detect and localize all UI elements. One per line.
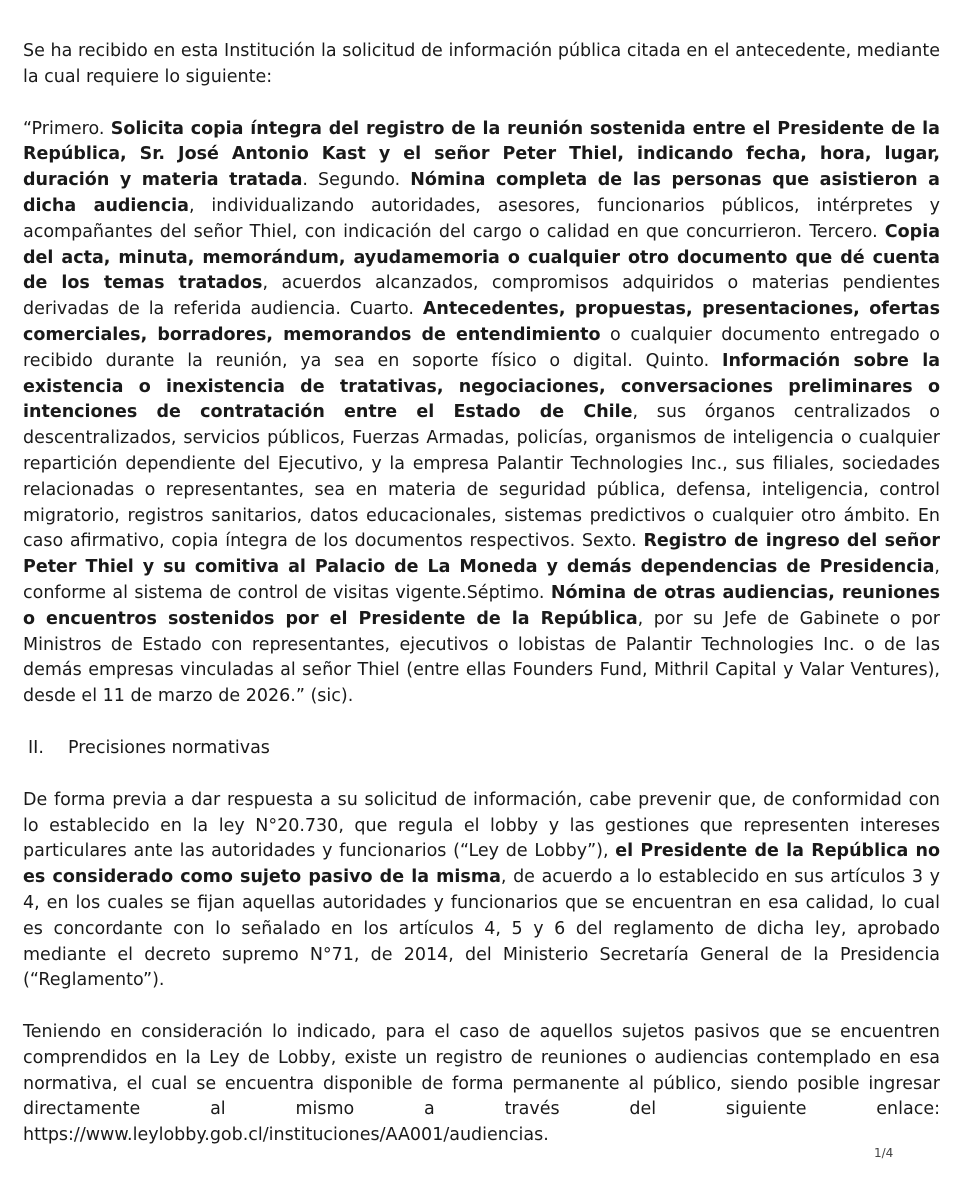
- bold-text-segment: Nómina completa de las personas que asistieron a dicha audiencia: [23, 170, 940, 216]
- section-heading: [23, 736, 940, 762]
- registry-text: Teniendo en consideración lo indicado, para el caso de aquellos sujetos pasivos que se encuentren comprendidos en la Ley de Lobby, existe un registro de reuniones o audiencias contemplado en esa normativa, el cual se encuentra disponible de forma permanente al público, siendo posible ingresar directamente al mismo a través del siguiente enlace:: [23, 1022, 940, 1120]
- bold-text-segment: Antecedentes, propuestas, presentaciones, ofertas comerciales, borradores, memorandos de entendimiento: [23, 299, 940, 345]
- intro-paragraph: Se ha recibido en esta Institución la solicitud de información pública citada en el antecedente, mediante la cual requiere lo siguiente:: [23, 41, 940, 87]
- bold-text-segment: el Presidente de la República no es considerado como sujeto pasivo de la misma: [23, 841, 940, 888]
- text-segment: o cualquier documento entregado o recibido durante la reunión, ya sea en soporte físico o digital. Quinto.: [23, 324, 940, 371]
- text-segment: , acuerdos alcanzados, compromisos adquiridos o materias pendientes derivadas de la referida audiencia. Cuarto.: [23, 273, 940, 320]
- text-segment: , individualizando autoridades, asesores, funcionarios públicos, intérpretes y acompañantes del señor Thiel, con indicación del cargo o calidad en que concurrieron. Tercero.: [23, 195, 940, 242]
- bold-text-segment: Solicita copia íntegra del registro de la reunión sostenida entre el Presidente de la República, Sr. José Antonio Kast y el señor Peter Thiel, indicando fecha, hora, lugar, duración y materia tratada: [23, 118, 940, 191]
- text-segment: De forma previa a dar respuesta a su solicitud de información, cabe prevenir que, de conformidad con lo establecido en la ley N°20.730, que regula el lobby y las gestiones que representen intereses particulares ante las autoridades y funcionarios (“Ley de Lobby”),: [23, 789, 940, 862]
- paragraph-gap: [23, 710, 940, 736]
- text-segment: , por su Jefe de Gabinete o por Ministros de Estado con representantes, ejecutivos o lobistas de Palantir Technologies Inc. o de las demás empresas vinculadas al señor Thiel (entre ellas Founders Fund, Mithril Capital y Valar Ventures), desde el 11 de marzo de 2026.” (sic).: [23, 608, 940, 707]
- text-segment: . Segundo.: [302, 170, 411, 191]
- paragraph-gap: [23, 762, 940, 788]
- text-segment: , de acuerdo a lo establecido en sus artículos 3 y 4, en los cuales se fijan aquellas autoridades y funcionarios que se encuentran en esa calidad, lo cual es concordante con lo señalado en los artículos 4, 5 y 6 del reglamento de dicha ley, aprobado mediante el decreto supremo N°71, de 2014, del Ministerio Secretaría General de la Presidencia (“Reglamento”).: [23, 867, 940, 991]
- document-page: [23, 39, 940, 1149]
- bold-text-segment: Registro de ingreso del señor Peter Thiel y su comitiva al Palacio de La Moneda y demás dependencias de Presidencia: [23, 531, 940, 578]
- registry-link[interactable]: https://www.leylobby.gob.cl/instituciones/AA001/audiencias.: [23, 1125, 549, 1146]
- section-number: II.: [28, 737, 44, 758]
- registry-paragraph: [23, 1020, 940, 1123]
- paragraph-gap: [23, 994, 940, 1020]
- page-number: 1/4: [874, 1146, 894, 1160]
- bold-text-segment: Copia del acta, minuta, memorándum, ayudamemoria o cualquier otro documento que dé cuenta de los temas tratados: [23, 221, 940, 294]
- text-segment: , conforme al sistema de control de visitas vigente.Séptimo.: [23, 557, 940, 603]
- normative-paragraph: [23, 788, 940, 994]
- text-segment: , sus órganos centralizados o descentralizados, servicios públicos, Fuerzas Armadas, policías, organismos de inteligencia o cualquier repartición dependiente del Ejecutivo, y la empresa Palantir Technologies Inc., sus filiales, sociedades relacionadas o representantes, sea en materia de seguridad pública, defensa, inteligencia, control migratorio, registros sanitarios, datos educacionales, sistemas predictivos o cualquier otro ámbito. En caso afirmativo, copia íntegra de los documentos respectivos. Sexto.: [23, 402, 940, 552]
- paragraph-gap: [23, 91, 940, 117]
- request-quote-paragraph: [23, 117, 940, 710]
- text-segment: “Primero.: [23, 118, 111, 139]
- bold-text-segment: Información sobre la existencia o inexistencia de tratativas, negociaciones, conversaciones preliminares o intenciones de contratación entre el Estado de Chile: [23, 350, 940, 423]
- bold-text-segment: Nómina de otras audiencias, reuniones o encuentros sostenidos por el Presidente de la República: [23, 582, 940, 629]
- section-title: Precisiones normativas: [68, 737, 270, 758]
